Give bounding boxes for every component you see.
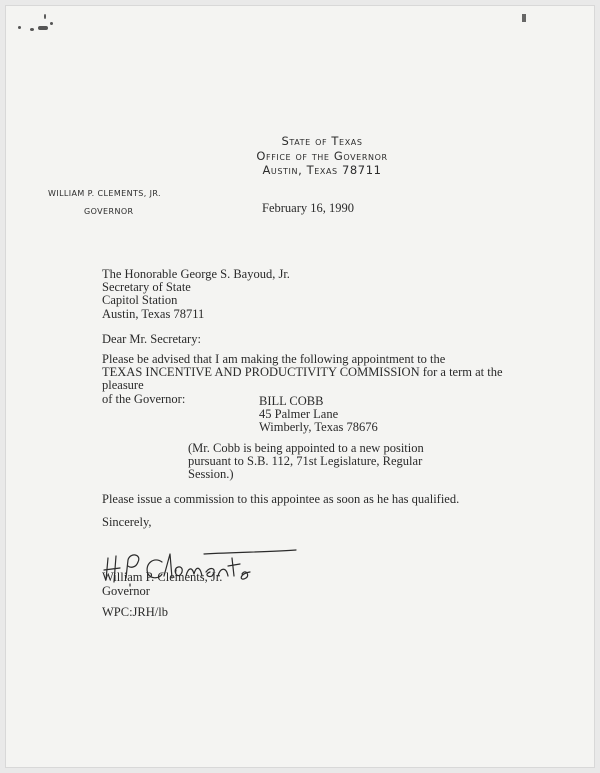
letter-page [6, 6, 594, 767]
note-line: Session.) [188, 467, 234, 482]
letterhead-office: Office of the Governor [256, 148, 388, 163]
recipient-line: Austin, Texas 78711 [102, 306, 205, 321]
appointment-note [188, 442, 424, 482]
salutation: Dear Mr. Secretary: [102, 332, 201, 346]
body-line: of the Governor: [102, 391, 186, 406]
letterhead [6, 134, 594, 178]
scan-mark [522, 14, 526, 22]
body-line: Please be advised that I am making the following appointment to the [102, 352, 446, 366]
body-line: TEXAS INCENTIVE AND PRODUCTIVITY COMMISSION for a term at the pleasure [102, 365, 503, 393]
signatory-title: Governor [102, 584, 150, 598]
appointee-line: Wimberly, Texas 78676 [259, 420, 378, 435]
note-line: (Mr. Cobb is being appointed to a new position [188, 441, 424, 455]
closing: Sincerely, [102, 515, 152, 529]
note-line: pursuant to S.B. 112, 71st Legislature, Regular [188, 454, 423, 469]
appointee-line: BILL COBB [259, 394, 324, 408]
appointee-line: 45 Palmer Lane [259, 407, 339, 422]
recipient-line: The Honorable George S. Bayoud, Jr. [102, 267, 290, 281]
governor-title: GOVERNOR [84, 207, 134, 216]
closing-paragraph: Please issue a commission to this appointee as soon as he has qualified. [102, 492, 460, 506]
governor-name: WILLIAM P. CLEMENTS, JR. [48, 189, 161, 198]
appointee-address [259, 395, 378, 435]
letterhead-state: State of Texas [281, 134, 363, 148]
letterhead-address: Austin, Texas 78711 [262, 163, 382, 177]
letter-date: February 16, 1990 [262, 201, 354, 215]
recipient-line: Secretary of State [102, 280, 191, 295]
recipient-address [102, 268, 290, 321]
reference-initials: WPC:JRH/lb [102, 605, 168, 619]
signatory-name: William P. Clements, Jr. [102, 570, 223, 584]
recipient-line: Capitol Station [102, 293, 178, 308]
scan-marks [16, 12, 66, 36]
